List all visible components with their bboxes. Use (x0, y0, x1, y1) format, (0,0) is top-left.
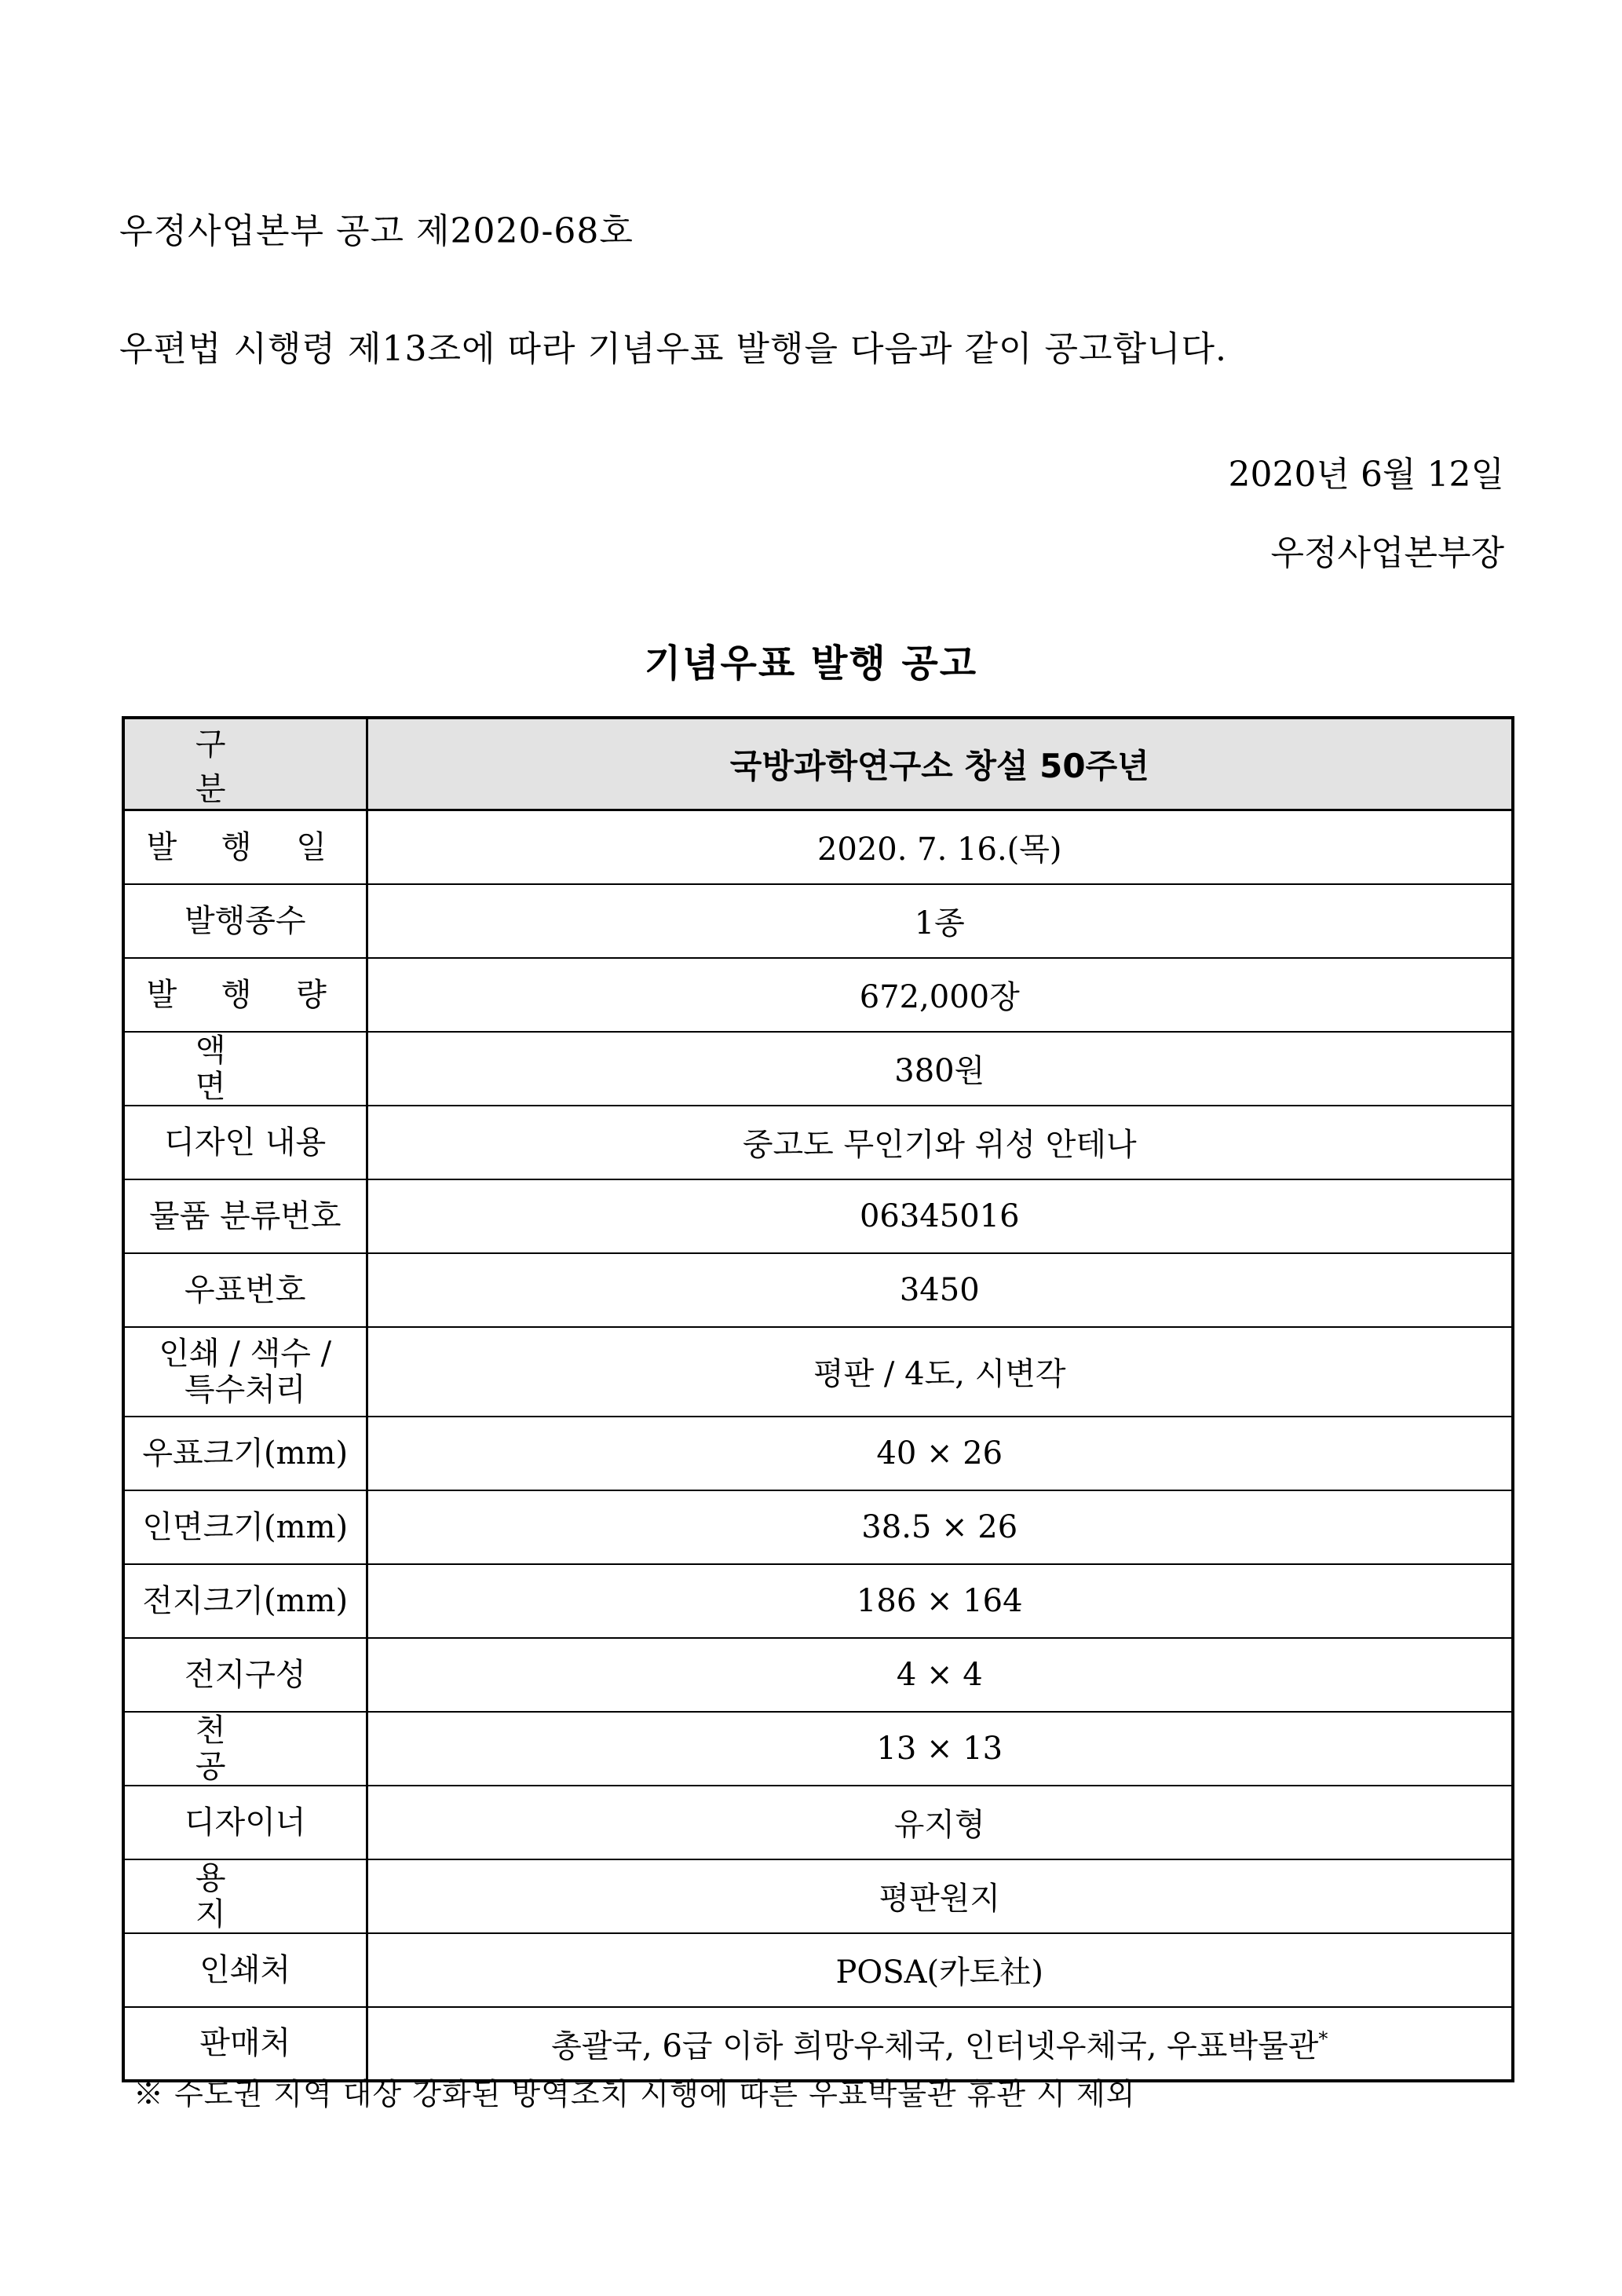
row-label-quantity: 발 행 량 (123, 958, 367, 1032)
table-row (123, 1106, 1513, 1179)
header-value: 국방과학연구소 창설 50주년 (367, 718, 1513, 810)
table-row (123, 1564, 1513, 1638)
row-label-sales: 판매처 (123, 2007, 367, 2081)
row-label-designer: 디자이너 (123, 1786, 367, 1859)
row-label-perforation: 천 공 (123, 1712, 367, 1786)
table-row (123, 1638, 1513, 1712)
notice-number: 우정사업본부 공고 제2020-68호 (119, 211, 634, 251)
row-label-printing (123, 1327, 367, 1417)
row-value-stamp-size: 40 × 26 (367, 1417, 1513, 1490)
header-label: 구 분 (123, 718, 367, 810)
notice-date: 2020년 6월 12일 (1228, 455, 1504, 495)
row-label-item-code: 물품 분류번호 (123, 1179, 367, 1253)
row-label-sheet-layout: 전지구성 (123, 1638, 367, 1712)
row-value-sales-text: 총괄국, 6급 이하 희망우체국, 인터넷우체국, 우표박물관 (551, 2027, 1319, 2064)
row-label-stamp-number: 우표번호 (123, 1253, 367, 1327)
row-label-printing-line2: 특수처리 (184, 1371, 306, 1408)
row-label-printing-line1: 인쇄 / 색수 / (159, 1335, 332, 1372)
row-value-sheet-size: 186 × 164 (367, 1564, 1513, 1638)
row-label-sheet-size: 전지크기(mm) (123, 1564, 367, 1638)
table-row (123, 1253, 1513, 1327)
footnote: ※ 수도권 지역 대상 강화된 방역조치 시행에 따른 우표박물관 휴관 시 제외 (133, 2077, 1136, 2111)
row-value-design: 중고도 무인기와 위성 안테나 (367, 1106, 1513, 1179)
row-value-image-size: 38.5 × 26 (367, 1490, 1513, 1564)
row-value-issue-date: 2020. 7. 16.(목) (367, 810, 1513, 884)
table-row (123, 958, 1513, 1032)
table-row (123, 810, 1513, 884)
row-value-item-code: 06345016 (367, 1179, 1513, 1253)
row-value-printing: 평판 / 4도, 시변각 (367, 1327, 1513, 1417)
table-row (123, 1179, 1513, 1253)
row-value-quantity: 672,000장 (367, 958, 1513, 1032)
table-row (123, 1859, 1513, 1933)
row-value-paper: 평판원지 (367, 1859, 1513, 1933)
row-value-printer: POSA(카토社) (367, 1933, 1513, 2007)
row-value-designer: 유지형 (367, 1786, 1513, 1859)
table-row (123, 1786, 1513, 1859)
row-label-printer: 인쇄처 (123, 1933, 367, 2007)
row-value-issue-types: 1종 (367, 884, 1513, 958)
table-row (123, 1327, 1513, 1417)
issuer-name: 우정사업본부장 (1270, 533, 1504, 573)
row-label-image-size: 인면크기(mm) (123, 1490, 367, 1564)
row-label-paper: 용 지 (123, 1859, 367, 1933)
table-row (123, 1933, 1513, 2007)
table-row (123, 1032, 1513, 1106)
row-value-face-value: 380원 (367, 1032, 1513, 1106)
footnote-mark: * (1318, 2027, 1328, 2050)
row-value-sheet-layout: 4 × 4 (367, 1638, 1513, 1712)
table-header-row (123, 718, 1513, 810)
row-label-issue-date: 발 행 일 (123, 810, 367, 884)
row-label-design: 디자인 내용 (123, 1106, 367, 1179)
stamp-info-table (122, 716, 1514, 2082)
table-row (123, 1417, 1513, 1490)
table-row (123, 1490, 1513, 1564)
table-row (123, 884, 1513, 958)
table-row (123, 1712, 1513, 1786)
row-value-perforation: 13 × 13 (367, 1712, 1513, 1786)
intro-text: 우편법 시행령 제13조에 따라 기념우표 발행을 다음과 같이 공고합니다. (119, 329, 1227, 369)
row-label-stamp-size: 우표크기(mm) (123, 1417, 367, 1490)
row-label-face-value: 액 면 (123, 1032, 367, 1106)
row-value-stamp-number: 3450 (367, 1253, 1513, 1327)
row-label-issue-types: 발행종수 (123, 884, 367, 958)
document-title: 기념우표 발행 공고 (644, 642, 978, 686)
